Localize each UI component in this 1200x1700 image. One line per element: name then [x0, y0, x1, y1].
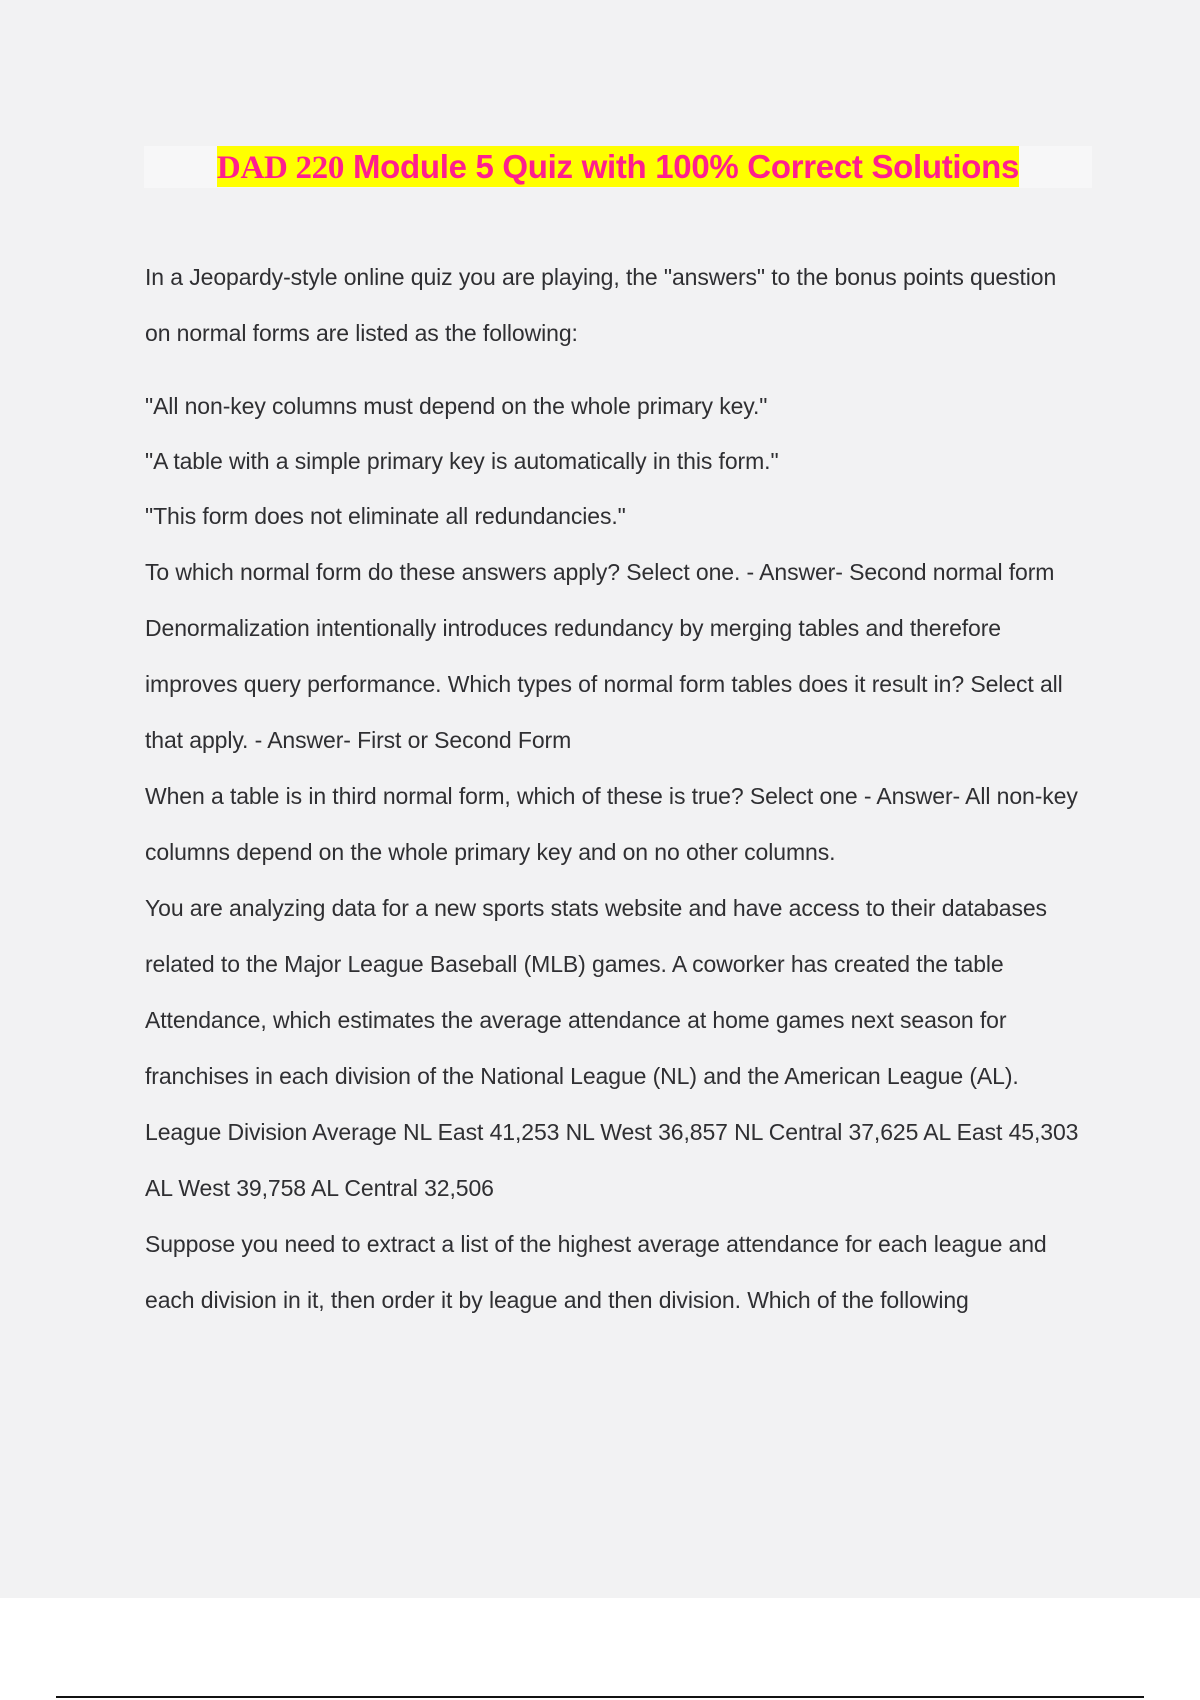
title-course-code: DAD 220	[216, 150, 345, 186]
paragraph-intro: In a Jeopardy-style online quiz you are playing, the "answers" to the bonus points question on normal forms are listed as the following:	[145, 264, 1057, 346]
document-title	[144, 146, 1092, 195]
paragraph-question-2: Denormalization intentionally introduces redundancy by merging tables and therefore improves query performance. Which types of normal form tables does it result in? Select all that apply. - Answer- First or Second Form	[145, 615, 1063, 753]
document-body	[145, 249, 1085, 1328]
title-band	[144, 146, 1092, 188]
paragraph-quote-3: "This form does not eliminate all redundancies."	[145, 503, 626, 529]
paragraph-quote-2: "A table with a simple primary key is automatically in this form."	[145, 448, 779, 474]
bottom-rule	[56, 1696, 1144, 1698]
paragraph-question-5: Suppose you need to extract a list of the highest average attendance for each league and each division in it, then order it by league and then division. Which of the following	[145, 1231, 1047, 1313]
title-text: Module 5 Quiz with 100% Correct Solutions	[344, 148, 1020, 185]
paragraph-question-3: When a table is in third normal form, which of these is true? Select one - Answer- All non-key columns depend on the whole primary key and on no other columns.	[145, 783, 1078, 865]
paragraph-quote-1: "All non-key columns must depend on the whole primary key."	[145, 393, 768, 419]
paragraph-question-4: You are analyzing data for a new sports stats website and have access to their databases related to the Major League Baseball (MLB) games. A coworker has created the table Attendance, which estimates the average attendance at home games next season for franchises in each division of the National League (NL) and the American League (AL). League Division Average NL East 41,253 NL West 36,857 NL Central 37,625 AL East 45,303 AL West 39,758 AL Central 32,506	[145, 895, 1079, 1201]
paragraph-question-1: To which normal form do these answers apply? Select one. - Answer- Second normal form	[145, 559, 1055, 585]
title-highlight	[217, 146, 1019, 187]
